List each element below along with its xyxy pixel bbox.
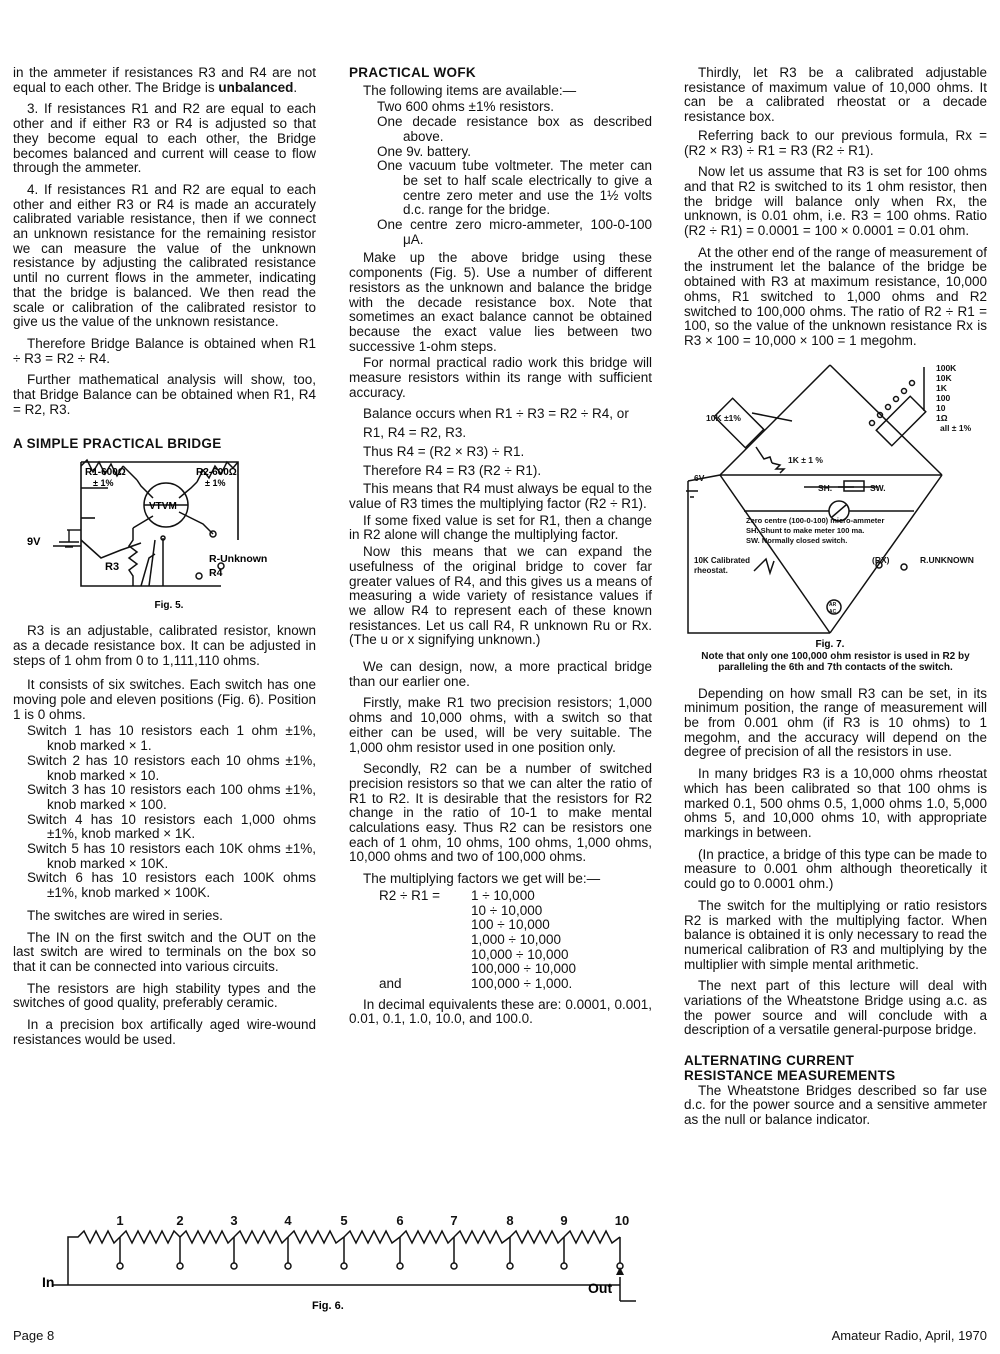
switch-list [13, 724, 316, 900]
paragraph: The switch for the multiplying or ratio resistors R2 is marked with the multiplying factor. When balance is obtained it is only necessary to read the numerical calibration of R3 and multiplying by the multiplier with simple mental arithmetic. [684, 897, 987, 972]
fig5-r3-label: R3 [105, 561, 120, 574]
fig7-r1b-label: 1K ± 1 % [788, 454, 823, 465]
paragraph-intro: in the ammeter if resistances R3 and R4 are not equal to each other. The Bridge is unbalanced. [13, 65, 316, 95]
paragraph: (In practice, a bridge of this type can be made to measure to 0.001 ohm although theoretically it could go to 0.0001 ohm.) [684, 846, 987, 892]
figure-7 [684, 363, 987, 679]
paragraph: It consists of six switches. Each switch has one moving pole and eleven positions (Fig. 6). Position 1 is 0 ohms. [13, 677, 316, 722]
paragraph: Now this means that we can expand the usefulness of the original bridge to cover far greater values of R4, and this gives us a means of measuring a wide variety of resistance values if we allow R4 to represent each of these known resistances. Let us call R4, R unknown Ru or Rx. (The u or x signifying unknown.) [349, 544, 652, 648]
paragraph: Referring back to our previous formula, Rx = (R2 × R3) ÷ R1 = R3 (R2 ÷ R1). [684, 127, 987, 158]
fig5-runknown-label: R-Unknown [209, 553, 268, 566]
fig6-position-label: 9 [560, 1213, 568, 1228]
list-item: Switch 4 has 10 resistors each 1,000 ohms ±1%, knob marked × 1K. [27, 811, 316, 842]
paragraph: 4. If resistances R1 and R2 are equal to each other and either R3 or R4 is made an accurately calibrated variable resistance, then if we connect an unknown resistance for the remaining resistor we can measure the value of the unknown resistance by adjusting the calibrated resistance until no current flows in the ammeter, indicating that the bridge is balanced. We then read the scale or calibration of the calibrated resistor to give us the value of the unknown resistance. [13, 181, 316, 330]
paragraph: Firstly, make R1 two precision resistors; 1,000 ohms and 10,000 ohms, with a switch so that either can be used, will be very suitable. The 1,000 ohm resistor used in one position only. [349, 695, 652, 755]
figure-6 [30, 1205, 650, 1315]
fig5-vtvm-label: VTVM [149, 501, 177, 513]
table-row: 100,000 ÷ 10,000 [471, 961, 577, 977]
bold-term: unbalanced [218, 79, 294, 95]
fig6-caption: Fig. 6. [312, 1300, 344, 1312]
equation: Thus R4 = (R2 × R3) ÷ R1. [363, 443, 525, 459]
publication-info: Amateur Radio, April, 1970 [831, 1328, 987, 1343]
fig6-position-label: 3 [230, 1213, 238, 1228]
fig7-ac-label: AC [829, 608, 837, 615]
fig5-battery-label: 9V [27, 536, 41, 549]
table-row: 10,000 ÷ 10,000 [471, 946, 569, 962]
paragraph: The switches are wired in series. [27, 907, 223, 923]
column-3 [684, 66, 987, 1135]
fig7-shunt-label: SH. [818, 482, 833, 493]
fig6-schematic [30, 1205, 650, 1315]
section-heading: A SIMPLE PRACTICAL BRIDGE [13, 436, 222, 452]
table-row: R2 ÷ R1 = 1 ÷ 10,000 [379, 887, 535, 903]
list-item: One vacuum tube voltmeter. The meter can be set to half scale electrically to give a centre zero meter and use the 1½ volts d.c. range for the bridge. [377, 158, 652, 218]
list-item: Switch 5 has 10 resistors each 10K ohms ±1%, knob marked × 10K. [27, 841, 316, 871]
table-row: 1,000 ÷ 10,000 [471, 931, 561, 947]
list-item: Two 600 ohms ±1% resistors. [377, 99, 554, 115]
paragraph: Secondly, R2 can be a number of switched precision resistors so that we can alter the ratio of R1 to R2. It is desirable that the resistors for R2 change in the ratio of 10-1 to make mental calculations easy. Thus R2 can be resistors one each of 1 ohm, 10 ohms, 100 ohms, 1,000 ohms, 10,000 ohms and two of 100,000 ohms. [349, 761, 652, 865]
paragraph: The IN on the first switch and the OUT on the last switch are wired to terminals on the box so that it can be connected into various circuits. [13, 929, 316, 974]
fig7-r2-value: 100K [936, 362, 957, 373]
fig5-r2-tolerance: ± 1% [205, 478, 226, 489]
paragraph: The Wheatstone Bridges described so far use d.c. for the power source and a sensitive ammeter as the null or balance indicator. [684, 1082, 987, 1127]
fig7-r2-value: 1K [936, 382, 947, 393]
paragraph: 3. If resistances R1 and R2 are equal to each other and if either R3 or R4 is adjusted so that they become equal to each other, the Bridge becomes balanced and current will cease to flow through the ammeter. [13, 101, 316, 176]
fig6-position-label: 8 [506, 1213, 514, 1228]
list-item: Switch 3 has 10 resistors each 100 ohms ±1%, knob marked × 100. [27, 782, 316, 812]
fig7-rx-label: (RX) [872, 554, 890, 565]
fig7-r2-tolerance: all ± 1% [940, 422, 972, 433]
paragraph: At the other end of the range of measurement of the instrument let the balance of the bridge be obtained with R3 at maximum resistance, 10,000 ohms, R1 switched to 1,000 ohms and R2 switched to 100,000 ohms. The ratio of R2 ÷ R1 = 100, so the value of the unknown resistance Rx is R3 × 100 = 10,000 × 100 = 1 megohm. [684, 244, 987, 348]
table-row: and 100,000 ÷ 1,000. [379, 976, 573, 992]
fig7-r2-value: 10K [936, 372, 952, 383]
fig5-caption: Fig. 5. [154, 600, 184, 612]
paragraph: Further mathematical analysis will show, too, that Bridge Balance can be obtained when R1, R4 = R2, R3. [13, 372, 316, 417]
paragraph: Therefore Bridge Balance is obtained when R1 ÷ R3 = R2 ÷ R4. [13, 335, 316, 366]
fig7-caption: Fig. 7. [815, 638, 845, 650]
fig5-r2-label: R2-600Ω [196, 467, 237, 479]
fig6-position-label: 2 [176, 1213, 184, 1228]
multiplying-factors-table [379, 889, 582, 992]
fig6-position-label: 5 [340, 1213, 348, 1228]
fig7-switch-label: SW. [870, 482, 886, 493]
fig5-r4-label: R4 [209, 567, 223, 580]
fig7-note: Note that only one 100,000 ohm resistor is used in R2 by paralleling the 6th and 7th contacts of the switch. [701, 650, 970, 673]
paragraph: We can design, now, a more practical bridge than our earlier one. [349, 659, 652, 689]
table-row: 100 ÷ 10,000 [471, 917, 550, 933]
fig7-runknown-label: R.UNKNOWN [920, 554, 974, 565]
items-list [349, 100, 652, 247]
paragraph: If some fixed value is set for R1, then a change in R2 alone will change the multiplying factor. [349, 512, 652, 543]
paragraph: The multiplying factors we get will be:— [363, 871, 601, 887]
paragraph: Balance occurs when R1 ÷ R3 = R2 ÷ R4, or [363, 406, 629, 422]
paragraph: The resistors are high stability types and the switches of good quality, preferably ceramic. [13, 980, 316, 1011]
fig6-position-label: 1 [116, 1213, 124, 1228]
list-item: Switch 2 has 10 resistors each 10 ohms ±1%, knob marked × 10. [27, 752, 316, 783]
paragraph: Depending on how small R3 can be set, in its minimum position, the range of measurement will be from 0.001 ohm (if R3 is 10 ohms) to 1 megohm, and the accuracy will depend on the degree of precision of all the resistors in use. [684, 685, 987, 760]
section-heading: ALTERNATING CURRENT RESISTANCE MEASUREMENTS [684, 1053, 896, 1083]
paragraph: This means that R4 must always be equal to the value of R3 times the multiplying factor (R2 ÷ R1). [349, 481, 652, 511]
fig7-r2-value: 10 [936, 402, 946, 413]
fig6-position-label: 4 [284, 1213, 292, 1228]
fig6-position-label: 10 [614, 1213, 630, 1228]
fig5-r1-label: R1-600Ω [85, 467, 126, 479]
column-2 [349, 66, 652, 1034]
fig7-note-1: Zero centre (100-0-100) micro-ammeter [746, 515, 885, 525]
fig6-out-label: Out [588, 1280, 613, 1296]
column-1 [13, 66, 316, 1054]
list-item: Switch 1 has 10 resistors each 1 ohm ±1%, knob marked × 1. [27, 723, 316, 754]
paragraph: In decimal equivalents these are: 0.0001, 0.001, 0.01, 0.1, 1.0, 10.0, and 100.0. [349, 996, 652, 1027]
paragraph: R3 is an adjustable, calibrated resistor, known as a decade resistance box. It can be adjusted in steps of 1 ohm from 0 to 1,111,110 ohms. [13, 623, 316, 668]
equation: Therefore R4 = R3 (R2 ÷ R1). [363, 462, 542, 478]
fig7-rheostat-label-2: rheostat. [694, 565, 728, 575]
list-item: Switch 6 has 10 resistors each 100K ohms ±1%, knob marked × 100K. [27, 870, 316, 901]
fig7-r1a-label: 10K ±1% [706, 412, 741, 423]
fig5-r1-tolerance: ± 1% [93, 478, 114, 489]
list-item: One centre zero micro-ammeter, 100-0-100 μA. [377, 217, 652, 247]
fig5-schematic [13, 458, 316, 616]
fig7-r2-value: 100 [936, 392, 951, 403]
equation: R1, R4 = R2, R3. [363, 425, 467, 441]
paragraph: For normal practical radio work this bridge will measure resistors within its range with sufficient accuracy. [349, 355, 652, 400]
fig6-position-label: 6 [396, 1213, 404, 1228]
fig7-ar-label: AR [829, 601, 837, 608]
list-item: One decade resistance box as described above. [377, 114, 652, 144]
paragraph: The next part of this lecture will deal with variations of the Wheatstone Bridge using a.c. as the power source and will conclude with a description of a versatile general-purpose bridge. [684, 978, 987, 1038]
fig7-rheostat-label-1: 10K Calibrated [694, 555, 751, 565]
fig7-battery-label: 6V [694, 472, 705, 483]
fig6-in-label: In [42, 1274, 55, 1290]
fig6-position-label: 7 [450, 1213, 458, 1228]
fig7-r2-value: 1Ω [936, 412, 948, 423]
fig7-note-3: SW. Normally closed switch. [746, 535, 848, 545]
paragraph: In a precision box artifically aged wire-wound resistances would be used. [13, 1017, 316, 1047]
fig7-note-2: SH. Shunt to make meter 100 ma. [746, 525, 865, 535]
fig7-schematic [684, 363, 987, 679]
page-number: Page 8 [13, 1328, 55, 1343]
paragraph: The following items are available:— [363, 82, 577, 98]
paragraph: Thirdly, let R3 be a calibrated adjustable resistance of maximum value of 10,000 ohms. It can be a calibrated rheostat or a decade resistance box. [684, 65, 987, 125]
figure-5 [13, 458, 316, 616]
table-row: 10 ÷ 10,000 [471, 902, 543, 918]
paragraph: In many bridges R3 is a 10,000 ohms rheostat which has been calibrated so that 100 ohms is marked 0.1, 500 ohms 0.5, 1,000 ohms 1.0, 5,000 ohms 5, and 10,000 ohms 10, with appropriate markings in between. [684, 766, 987, 840]
list-item: One 9v. battery. [377, 143, 472, 159]
section-heading: PRACTICAL WOFK [349, 65, 476, 80]
paragraph: Make up the above bridge using these components (Fig. 5). Use a number of different resistors as the unknown and balance the bridge with the decade resistance box. Note that sometimes an exact balance cannot be obtained because the exact value lies between two successive 1-ohm steps. [349, 250, 652, 354]
paragraph: Now let us assume that R3 is set for 100 ohms and that R2 is switched to its 1 ohm resistor, then the bridge will balance only when Rx, the unknown, is 0.01 ohm, i.e. R3 = 100 ohms. Ratio (R2 ÷ R1) = 0.0001 = 100 × 0.0001 = 0.01 ohm. [684, 164, 987, 239]
